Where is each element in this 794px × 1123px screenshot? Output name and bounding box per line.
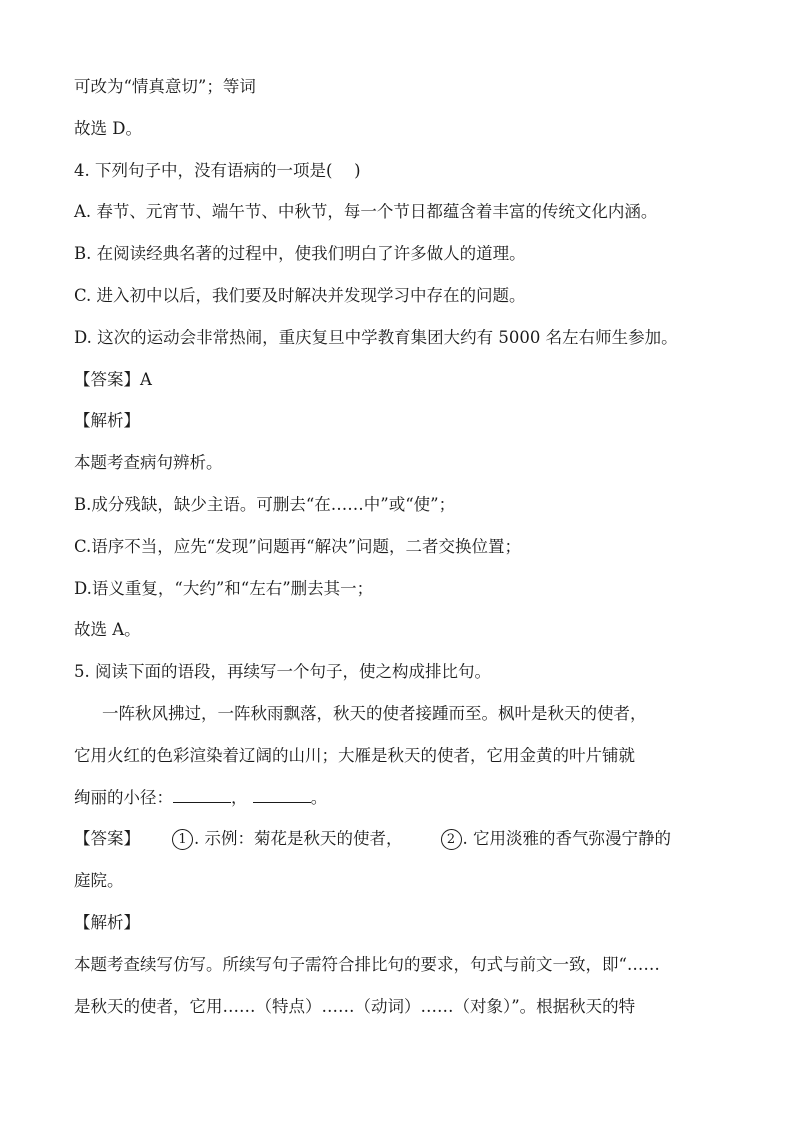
document-page [74, 66, 734, 1027]
circled-number-1: 1 [172, 829, 193, 850]
text-line: 故选 D。 [74, 118, 142, 138]
analysis-label: 【解析】 [74, 411, 140, 431]
analysis-line: D.语义重复，“大约”和“左右”删去其一； [74, 578, 374, 598]
answer-label: 【答案】 [74, 829, 140, 849]
option-c: C. 进入初中以后，我们要及时解决并发现学习中存在的问题。 [74, 285, 526, 305]
comma: ， [231, 787, 248, 807]
answer-part-1: . 示例：菊花是秋天的使者， [194, 829, 403, 849]
question-5-stem: 5. 阅读下面的语段，再续写一个句子，使之构成排比句。 [74, 662, 491, 682]
analysis-line: 故选 A。 [74, 620, 141, 640]
answer-part-2: . 它用淡雅的香气弥漫宁静的 [462, 829, 671, 849]
answer-blank-2 [253, 788, 311, 803]
passage-line: 一阵秋风拂过，一阵秋雨飘落，秋天的使者接踵而至。枫叶是秋天的使者， [102, 703, 647, 723]
answer-blank-1 [173, 788, 231, 803]
option-d: D. 这次的运动会非常热闹，重庆复旦中学教育集团大约有 5000 名左右师生参加。 [74, 327, 678, 347]
circled-number-2: 2 [441, 829, 462, 850]
answer-line: 【答案】A [74, 369, 152, 389]
option-b: B. 在阅读经典名著的过程中，使我们明白了许多做人的道理。 [74, 244, 526, 264]
question-4-stem: 4. 下列句子中，没有语病的一项是( ) [74, 160, 361, 180]
passage-line-with-blanks [74, 777, 734, 819]
analysis-label: 【解析】 [74, 912, 140, 932]
analysis-line: 本题考查病句辨析。 [74, 453, 223, 473]
text-line: 可改为“情真意切”；等词 [74, 77, 256, 96]
period: 。 [310, 787, 328, 807]
analysis-line: 是秋天的使者，它用……（特点）……（动词）……（对象）”。根据秋天的特 [74, 996, 636, 1016]
passage-line: 它用火红的色彩渲染着辽阔的山川；大雁是秋天的使者，它用金黄的叶片铺就 [74, 745, 635, 765]
option-a: A. 春节、元宵节、端午节、中秋节，每一个节日都蕴含着丰富的传统文化内涵。 [74, 202, 658, 222]
analysis-line: B.成分残缺，缺少主语。可删去“在……中”或“使”； [74, 494, 456, 514]
analysis-line: 本题考查续写仿写。所续写句子需符合排比句的要求，句式与前文一致，即“…… [74, 954, 660, 974]
analysis-line: C.语序不当，应先“发现”问题再“解决”问题，二者交换位置； [74, 536, 522, 556]
answer-continuation: 庭院。 [74, 871, 124, 891]
passage-text: 绚丽的小径： [74, 787, 173, 807]
answer-line [74, 818, 734, 860]
